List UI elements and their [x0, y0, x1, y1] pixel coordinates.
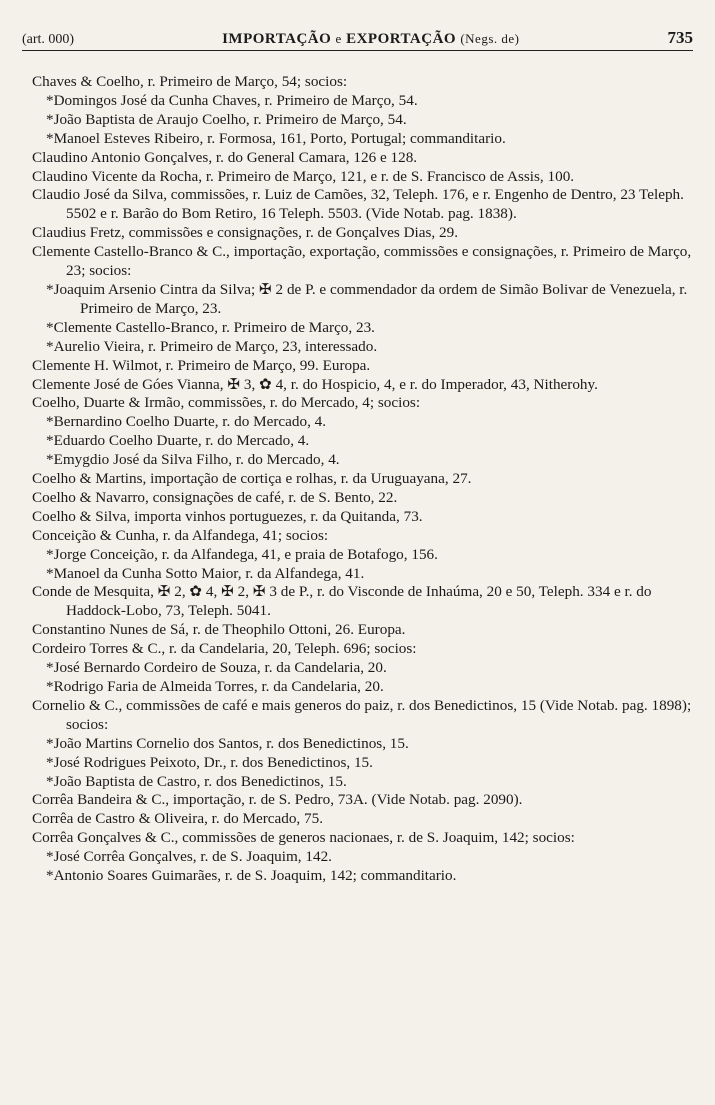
- partner-entry: * Clemente Castello-Branco, r. Primeiro de Março, 23.: [22, 319, 693, 338]
- firm-entry: Claudio José da Silva, commissões, r. Luiz de Camões, 32, Teleph. 176, e r. Engenho de Dentro, 23 Teleph. 5502 e r. Barão do Bom Retiro, 16 Teleph. 5503. (Vide Notab. pag. 1838).: [32, 186, 684, 223]
- entry-list: [22, 73, 693, 886]
- page-header: [22, 22, 693, 51]
- partner-entry: * Eduardo Coelho Duarte, r. do Mercado, 4.: [22, 432, 693, 451]
- partner-entry: * Joaquim Arsenio Cintra da Silva; ✠ 2 de P. e commendador da ordem de Simão Bolivar de Venezuela, r. Primeiro de Março, 23.: [22, 281, 693, 319]
- partner-entry: * Rodrigo Faria de Almeida Torres, r. da Candelaria, 20.: [22, 678, 693, 697]
- title-amp: e: [335, 31, 342, 46]
- partner-entry: * Bernardino Coelho Duarte, r. do Mercado, 4.: [22, 413, 693, 432]
- partner-entry: * José Bernardo Cordeiro de Souza, r. da Candelaria, 20.: [22, 659, 693, 678]
- partner-entry: * João Baptista de Araujo Coelho, r. Primeiro de Março, 54.: [22, 111, 693, 130]
- firm-entry: Chaves & Coelho, r. Primeiro de Março, 54; socios:: [32, 73, 348, 90]
- firm-entry: Claudino Vicente da Rocha, r. Primeiro de Março, 121, e r. de S. Francisco de Assis, 100.: [32, 167, 575, 185]
- firm-entry: Clemente José de Góes Vianna, ✠ 3, ✿ 4, r. do Hospicio, 4, e r. do Imperador, 43, Nitherohy.: [32, 375, 598, 393]
- firm-entry: Coelho, Duarte & Irmão, commissões, r. do Mercado, 4; socios:: [32, 394, 421, 412]
- firm-entry: Coelho & Martins, importação de cortiça e rolhas, r. da Uruguayana, 27.: [32, 470, 472, 488]
- title-part-2: EXPORTAÇÃO: [346, 31, 457, 47]
- title-suffix: (Negs. de): [460, 31, 520, 46]
- firm-entry: Cordeiro Torres & C., r. da Candelaria, 20, Teleph. 696; socios:: [32, 640, 417, 658]
- firm-entry: Corrêa Gonçalves & C., commissões de generos nacionaes, r. de S. Joaquim, 142; socios:: [32, 829, 575, 847]
- firm-entry: Corrêa de Castro & Oliveira, r. do Mercado, 75.: [32, 810, 324, 828]
- partner-entry: * José Corrêa Gonçalves, r. de S. Joaquim, 142.: [22, 848, 693, 867]
- partner-entry: * Domingos José da Cunha Chaves, r. Primeiro de Março, 54.: [22, 92, 693, 111]
- firm-entry: Conceição & Cunha, r. da Alfandega, 41; socios:: [32, 526, 329, 544]
- firm-entry: Clemente Castello-Branco & C., importação, exportação, commissões e consignações, r. Primeiro de Março, 23; socios:: [32, 243, 692, 280]
- firm-entry: Constantino Nunes de Sá, r. de Theophilo Ottoni, 26. Europa.: [32, 621, 406, 639]
- firm-entry: Corrêa Bandeira & C., importação, r. de S. Pedro, 73A. (Vide Notab. pag. 2090).: [32, 791, 523, 809]
- partner-entry: * José Rodrigues Peixoto, Dr., r. dos Benedictinos, 15.: [22, 754, 693, 773]
- partner-entry: * Antonio Soares Guimarães, r. de S. Joaquim, 142; commanditario.: [22, 867, 693, 886]
- firm-entry: Coelho & Navarro, consignações de café, r. de S. Bento, 22.: [32, 488, 398, 506]
- partner-entry: * Manoel Esteves Ribeiro, r. Formosa, 161, Porto, Portugal; commanditario.: [22, 130, 693, 149]
- partner-entry: * Jorge Conceição, r. da Alfandega, 41, e praia de Botafogo, 156.: [22, 546, 693, 565]
- partner-entry: * Emygdio José da Silva Filho, r. do Mercado, 4.: [22, 451, 693, 470]
- partner-entry: * João Martins Cornelio dos Santos, r. dos Benedictinos, 15.: [22, 735, 693, 754]
- partner-entry: * Aurelio Vieira, r. Primeiro de Março, 23, interessado.: [22, 338, 693, 357]
- firm-entry: Coelho & Silva, importa vinhos portuguezes, r. da Quitanda, 73.: [32, 507, 423, 525]
- partner-entry: * Manoel da Cunha Sotto Maior, r. da Alfandega, 41.: [22, 565, 693, 584]
- firm-entry: Clemente H. Wilmot, r. Primeiro de Março, 99. Europa.: [32, 356, 371, 374]
- partner-entry: * João Baptista de Castro, r. dos Benedictinos, 15.: [22, 773, 693, 792]
- title-part-1: IMPORTAÇÃO: [222, 31, 332, 47]
- page-title: [222, 31, 519, 48]
- firm-entry: Claudius Fretz, commissões e consignações, r. de Gonçalves Dias, 29.: [32, 224, 459, 242]
- article-number: (art. 000): [22, 32, 75, 47]
- firm-entry: Claudino Antonio Gonçalves, r. do General Camara, 126 e 128.: [32, 148, 418, 166]
- firm-entry: Conde de Mesquita, ✠ 2, ✿ 4, ✠ 2, ✠ 3 de P., r. do Visconde de Inhaúma, 20 e 50, Teleph. 334 e r. do Haddock-Lobo, 73, Teleph. 5041.: [32, 583, 652, 620]
- page-number: 735: [667, 28, 693, 47]
- firm-entry: Cornelio & C., commissões de café e mais generos do paiz, r. dos Benedictinos, 15 (Vide Notab. pag. 1898); socios:: [32, 696, 692, 733]
